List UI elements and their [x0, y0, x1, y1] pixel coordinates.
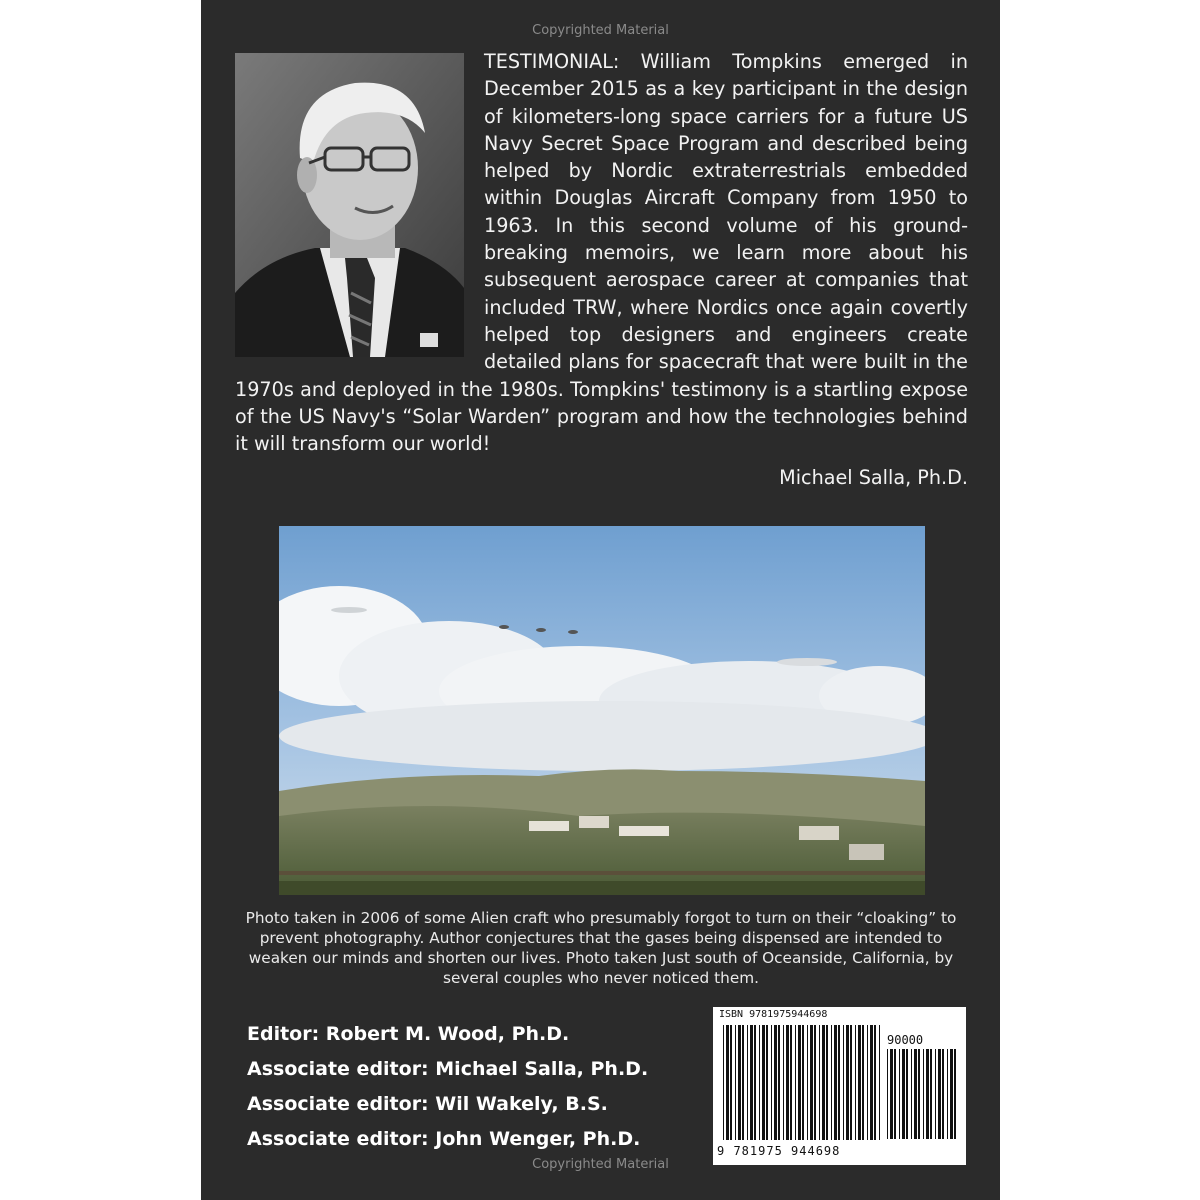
barcode-bar — [850, 1025, 852, 1140]
testimonial-signature: Michael Salla, Ph.D. — [779, 466, 968, 489]
isbn-barcode — [713, 1007, 966, 1165]
barcode-bar — [935, 1049, 936, 1139]
isbn-digits: 9 781975 944698 — [717, 1144, 841, 1158]
isbn-label: ISBN 9781975944698 — [719, 1009, 828, 1020]
barcode-bar — [819, 1025, 820, 1140]
watermark-bottom: Copyrighted Material — [532, 1157, 669, 1172]
barcode-bar — [730, 1025, 732, 1140]
back-cover — [201, 0, 1000, 1200]
barcode-bar — [735, 1025, 736, 1140]
barcode-bar — [726, 1025, 729, 1140]
barcode-bar — [855, 1025, 856, 1140]
barcode-bar — [911, 1049, 912, 1139]
barcode-bar — [914, 1049, 917, 1139]
barcode-bar — [798, 1025, 801, 1140]
barcode-bar — [747, 1025, 748, 1140]
barcode-bar — [771, 1025, 772, 1140]
barcode-bar — [738, 1025, 741, 1140]
editor-line: Associate editor: John Wenger, Ph.D. — [247, 1128, 641, 1150]
barcode-bar — [802, 1025, 804, 1140]
testimonial-paragraph — [235, 48, 968, 457]
barcode-bar — [902, 1049, 905, 1139]
barcode-bar — [947, 1049, 948, 1139]
portrait-spacer — [235, 48, 484, 374]
price-code: 90000 — [887, 1033, 924, 1047]
barcode-bar — [814, 1025, 816, 1140]
editors-list — [247, 1019, 648, 1159]
barcode-bar — [899, 1049, 900, 1139]
barcode-bar — [742, 1025, 744, 1140]
price-barcode-bars — [887, 1049, 959, 1139]
barcode-bar — [807, 1025, 808, 1140]
barcode-bar — [918, 1049, 920, 1139]
barcode-bar — [867, 1025, 868, 1140]
barcode-bar — [783, 1025, 784, 1140]
barcode-bar — [759, 1025, 760, 1140]
barcode-bar — [894, 1049, 896, 1139]
testimonial-text: TESTIMONIAL: William Tompkins emerged in December 2015 as a key participant in the design of kilometers-long space carriers for a future US Navy Secret Space Program and described being helped by Nordic extraterrestrials embedded within Douglas Aircraft Company from 1950 to 1963. In this second volume of his ground-breaking memoirs, we learn more about his subsequent aerospace career at companies that included TRW, where Nordics once again covertly helped top designers and engineers create detailed plans for spacecraft that were built in the 1970s and deployed in the 1980s. Tompkins' testimony is a startling expose of the US Navy's “Solar Warden” program and how the technologies behind it will transform our world! — [235, 50, 968, 456]
barcode-bar — [942, 1049, 944, 1139]
barcode-bar — [826, 1025, 828, 1140]
barcode-bar — [926, 1049, 929, 1139]
landscape-photo-alien-craft — [279, 526, 925, 895]
barcode-bar — [862, 1025, 864, 1140]
barcode-bar — [762, 1025, 765, 1140]
barcode-bar — [950, 1049, 953, 1139]
barcode-bar — [838, 1025, 840, 1140]
barcode-bar — [870, 1025, 873, 1140]
photo-caption: Photo taken in 2006 of some Alien craft who presumably forgot to turn on their “cloaking” to prevent photography. Author conjectures that the gases being dispensed are intended to weaken our minds and shorten our lives. Photo taken Just south of Oceanside, California, by several couples who never noticed them. — [245, 909, 957, 987]
editor-line: Associate editor: Wil Wakely, B.S. — [247, 1093, 608, 1115]
barcode-bars — [723, 1025, 883, 1140]
barcode-bar — [810, 1025, 813, 1140]
barcode-bar — [846, 1025, 849, 1140]
barcode-bar — [938, 1049, 941, 1139]
barcode-bar — [906, 1049, 908, 1139]
editor-line: Associate editor: Michael Salla, Ph.D. — [247, 1058, 649, 1080]
barcode-bar — [831, 1025, 832, 1140]
editor-line: Editor: Robert M. Wood, Ph.D. — [247, 1023, 570, 1045]
barcode-bar — [822, 1025, 825, 1140]
barcode-bar — [790, 1025, 792, 1140]
barcode-bar — [786, 1025, 789, 1140]
barcode-bar — [954, 1049, 956, 1139]
barcode-bar — [834, 1025, 837, 1140]
barcode-bar — [795, 1025, 796, 1140]
barcode-bar — [879, 1025, 880, 1140]
barcode-bar — [750, 1025, 753, 1140]
barcode-bar — [778, 1025, 780, 1140]
watermark-top: Copyrighted Material — [532, 23, 669, 38]
barcode-bar — [723, 1025, 724, 1140]
barcode-bar — [774, 1025, 777, 1140]
barcode-bar — [923, 1049, 924, 1139]
barcode-bar — [843, 1025, 844, 1140]
barcode-bar — [858, 1025, 861, 1140]
barcode-bar — [754, 1025, 756, 1140]
barcode-bar — [887, 1049, 888, 1139]
barcode-bar — [890, 1049, 893, 1139]
barcode-bar — [766, 1025, 768, 1140]
barcode-bar — [874, 1025, 876, 1140]
barcode-bar — [930, 1049, 932, 1139]
